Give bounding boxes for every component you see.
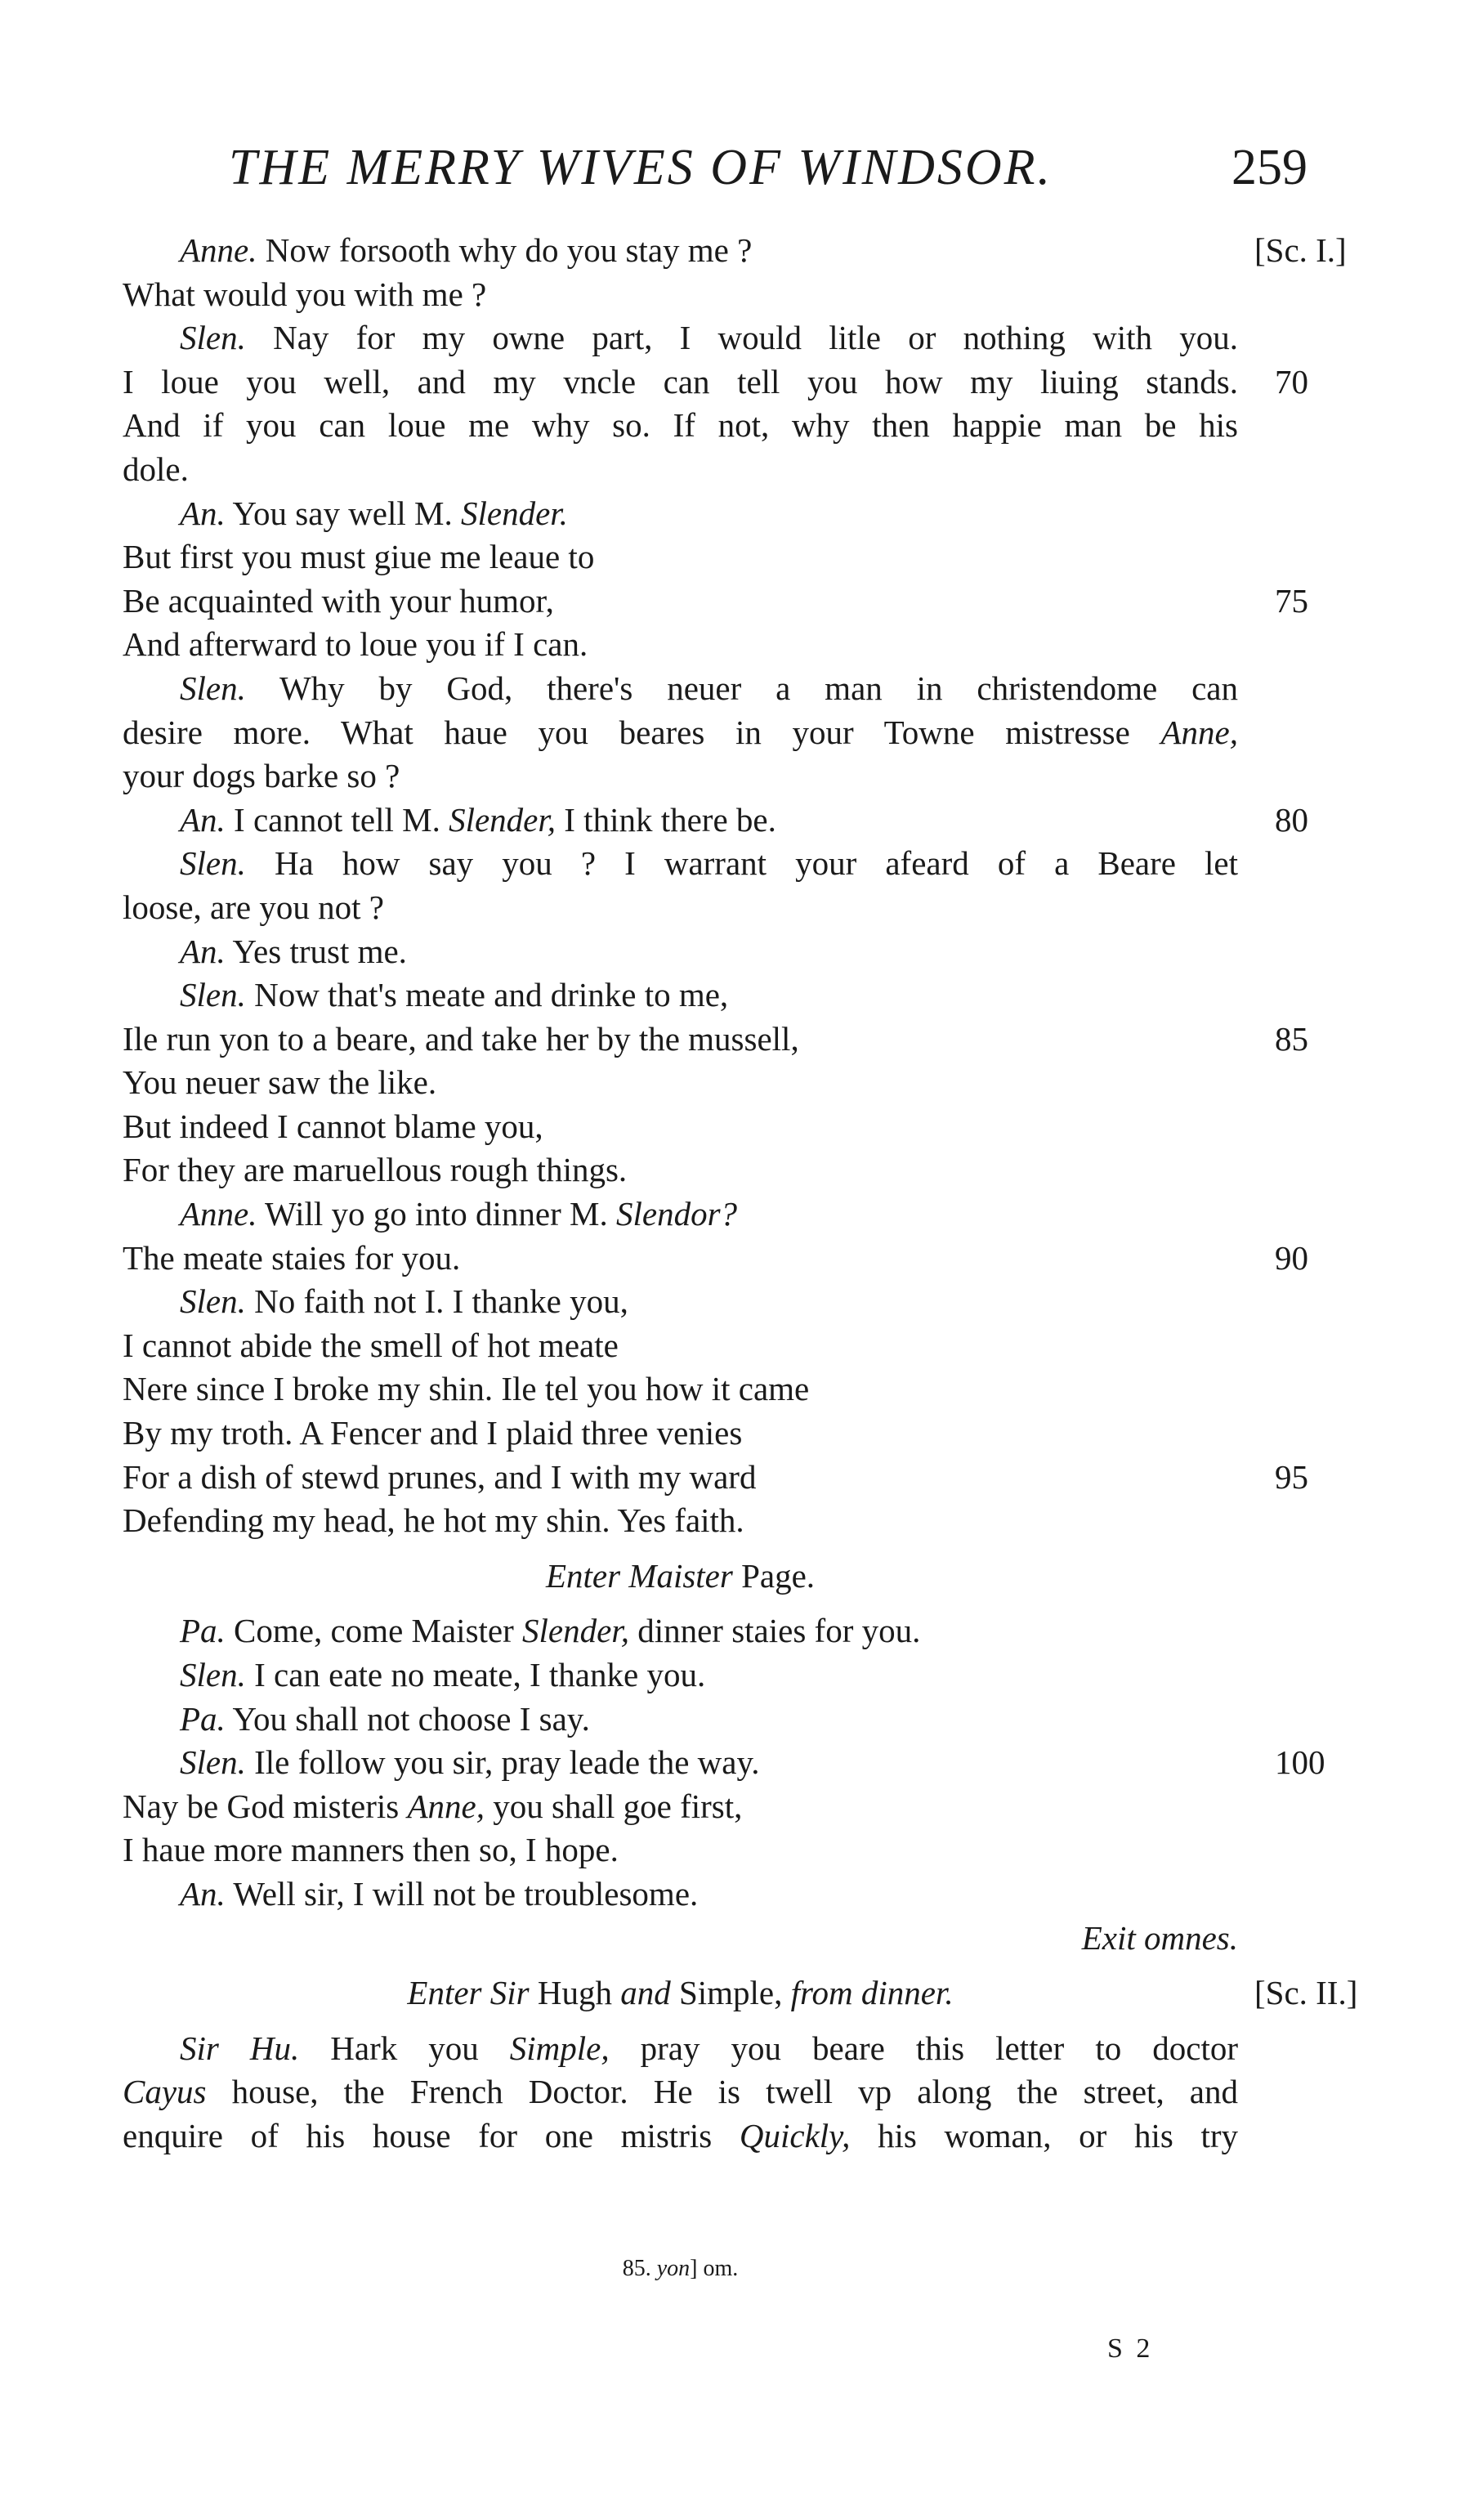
line-number: 80 bbox=[1275, 800, 1308, 839]
text-line bbox=[123, 1872, 1397, 1917]
spacer bbox=[123, 1543, 1397, 1555]
line-content bbox=[180, 973, 1238, 1018]
italic-name: Slender, bbox=[522, 1612, 629, 1650]
text-line bbox=[123, 1653, 1397, 1698]
speaker-name: An. bbox=[180, 1874, 226, 1913]
stage-direction-exit: Exit omnes. bbox=[1081, 1918, 1238, 1957]
line-content bbox=[123, 535, 1238, 579]
dialogue-text: You shall not choose I say. bbox=[232, 1699, 590, 1738]
stage-direction-part: Enter Sir bbox=[407, 1974, 530, 2012]
dialogue-text: I loue you well, and my vncle can tell you how my liuing stands. bbox=[123, 362, 1238, 400]
line-number: 75 bbox=[1275, 581, 1308, 620]
speaker-name: Anne. bbox=[180, 231, 257, 269]
text-line bbox=[123, 623, 1397, 667]
line-content bbox=[180, 2027, 1238, 2071]
line-content bbox=[123, 1917, 1238, 1961]
line-content bbox=[180, 667, 1238, 711]
dialogue-text: Defending my head, he hot my shin. Yes faith. bbox=[123, 1501, 744, 1540]
line-content bbox=[180, 842, 1238, 886]
line-content bbox=[180, 1698, 1238, 1742]
line-number: 70 bbox=[1275, 362, 1308, 400]
footnote-word: yon bbox=[656, 2256, 691, 2281]
dialogue-text: Yes trust me. bbox=[232, 932, 407, 970]
line-content bbox=[123, 2114, 1238, 2159]
line-content bbox=[180, 1872, 1238, 1917]
line-number: 90 bbox=[1275, 1238, 1308, 1277]
line-number: 100 bbox=[1275, 1743, 1325, 1782]
dialogue-text: his woman, or his try bbox=[878, 2116, 1239, 2154]
text-line bbox=[123, 1061, 1397, 1105]
italic-name: Anne, bbox=[407, 1787, 485, 1825]
dialogue-text: Ile run yon to a beare, and take her by the mussell, bbox=[123, 1019, 799, 1058]
italic-name: Slendor? bbox=[615, 1195, 738, 1233]
line-content bbox=[180, 229, 1238, 273]
footnote-rest: ] om. bbox=[690, 2256, 739, 2281]
spacer bbox=[123, 1960, 1397, 1971]
dialogue-text: pray you beare this letter to doctor bbox=[640, 2029, 1238, 2067]
text-line bbox=[123, 492, 1397, 536]
line-content bbox=[180, 1609, 1238, 1653]
line-content bbox=[123, 754, 1238, 799]
stage-direction-name: Page. bbox=[741, 1556, 816, 1595]
line-content bbox=[123, 711, 1238, 755]
text-line bbox=[123, 2027, 1397, 2071]
italic-name: Quickly, bbox=[739, 2116, 851, 2154]
stage-direction-part: Hugh bbox=[537, 1974, 612, 2012]
line-content bbox=[123, 1324, 1238, 1368]
text-line bbox=[123, 1412, 1397, 1456]
line-content bbox=[123, 1828, 1238, 1872]
italic-name: Anne, bbox=[1160, 713, 1239, 751]
speaker-name: Pa. bbox=[180, 1699, 226, 1738]
text-line bbox=[123, 1555, 1397, 1599]
dialogue-text: desire more. What haue you beares in your Towne mistresse bbox=[123, 713, 1130, 751]
speaker-name: Pa. bbox=[180, 1612, 226, 1650]
signature-mark: S 2 bbox=[1107, 2333, 1154, 2364]
line-content bbox=[123, 1061, 1238, 1105]
speaker-name: Slen. bbox=[180, 1282, 246, 1321]
dialogue-text: Nere since I broke my shin. Ile tel you how it came bbox=[123, 1370, 810, 1408]
speaker-name: Slen. bbox=[180, 976, 246, 1014]
dialogue-text: dole. bbox=[123, 450, 189, 488]
running-header bbox=[123, 139, 1397, 213]
line-content bbox=[123, 1237, 1238, 1281]
text-line bbox=[123, 229, 1397, 273]
text-line bbox=[123, 2070, 1397, 2114]
dialogue-text: By my troth. A Fencer and I plaid three venies bbox=[123, 1414, 743, 1452]
scene-marker: [Sc. II.] bbox=[1254, 1974, 1358, 2012]
line-content bbox=[180, 1280, 1238, 1324]
dialogue-text: Why by God, there's neuer a man in christendome can bbox=[279, 669, 1238, 707]
speaker-name: Slen. bbox=[180, 1743, 246, 1782]
text-line bbox=[123, 1237, 1397, 1281]
text-line bbox=[123, 1456, 1397, 1500]
page-number: 259 bbox=[1231, 140, 1307, 195]
text-line bbox=[123, 1280, 1397, 1324]
line-content bbox=[123, 360, 1238, 405]
dialogue-text: No faith not I. I thanke you, bbox=[254, 1282, 628, 1321]
text-line bbox=[123, 448, 1397, 492]
speaker-name: Slen. bbox=[180, 319, 246, 357]
text-line bbox=[123, 667, 1397, 711]
dialogue-text: But first you must giue me leaue to bbox=[123, 538, 595, 576]
text-line bbox=[123, 1741, 1397, 1785]
dialogue-text: I think there be. bbox=[564, 800, 776, 839]
line-content bbox=[180, 1192, 1238, 1237]
spacer bbox=[123, 2016, 1397, 2027]
dialogue-text: Ile follow you sir, pray leade the way. bbox=[254, 1743, 760, 1782]
text-line bbox=[123, 1192, 1397, 1237]
italic-name: Simple, bbox=[509, 2029, 610, 2067]
stage-direction-part: Simple, bbox=[678, 1974, 783, 2012]
italic-name: Slender. bbox=[460, 494, 568, 532]
text-line bbox=[123, 1971, 1397, 2016]
line-content bbox=[123, 1105, 1238, 1149]
text-line bbox=[123, 1367, 1397, 1412]
text-line bbox=[123, 1785, 1397, 1829]
text-line bbox=[123, 1018, 1397, 1062]
dialogue-text: dinner staies for you. bbox=[637, 1612, 921, 1650]
text-line bbox=[123, 1148, 1397, 1192]
line-content bbox=[123, 1499, 1238, 1543]
line-content bbox=[180, 1653, 1238, 1698]
line-content bbox=[180, 316, 1238, 360]
text-line bbox=[123, 1609, 1397, 1653]
line-content bbox=[123, 886, 1238, 930]
text-line bbox=[123, 886, 1397, 930]
text-line bbox=[123, 930, 1397, 974]
running-title: THE MERRY WIVES OF WINDSOR. bbox=[229, 140, 1053, 195]
dialogue-text: Ha how say you ? I warrant your afeard of a Beare let bbox=[274, 844, 1239, 883]
line-content bbox=[123, 579, 1238, 624]
text-line bbox=[123, 1698, 1397, 1742]
text-line bbox=[123, 1324, 1397, 1368]
dialogue-text: But indeed I cannot blame you, bbox=[123, 1107, 543, 1145]
stage-direction-italic: Enter Maister bbox=[545, 1556, 733, 1595]
line-content bbox=[123, 623, 1238, 667]
dialogue-text: You neuer saw the like. bbox=[123, 1063, 437, 1102]
dialogue-text: For a dish of stewd prunes, and I with my ward bbox=[123, 1457, 757, 1496]
text-line bbox=[123, 579, 1397, 624]
line-content bbox=[180, 1741, 1238, 1785]
text-line bbox=[123, 754, 1397, 799]
scene-marker: [Sc. I.] bbox=[1254, 231, 1347, 269]
text-line bbox=[123, 2114, 1397, 2159]
speaker-name: Slen. bbox=[180, 669, 246, 707]
text-line bbox=[123, 535, 1397, 579]
dialogue-text: Be acquainted with your humor, bbox=[123, 581, 554, 620]
line-content bbox=[180, 930, 1238, 974]
dialogue-text: I haue more manners then so, I hope. bbox=[123, 1831, 619, 1869]
dialogue-text: The meate staies for you. bbox=[123, 1238, 461, 1277]
dialogue-text: your dogs barke so ? bbox=[123, 757, 400, 795]
dialogue-text: Nay for my owne part, I would litle or nothing with you. bbox=[273, 319, 1239, 357]
line-content bbox=[123, 1018, 1238, 1062]
dialogue-text: Will yo go into dinner M. bbox=[265, 1195, 608, 1233]
dialogue-text: Nay be God misteris bbox=[123, 1787, 400, 1825]
line-content bbox=[123, 1785, 1238, 1829]
dialogue-text: enquire of his house for one mistris bbox=[123, 2116, 713, 2154]
italic-name: Cayus bbox=[123, 2073, 207, 2111]
dialogue-text: house, the French Doctor. He is twell vp along the street, and bbox=[231, 2073, 1238, 2111]
dialogue-text: Come, come Maister bbox=[234, 1612, 514, 1650]
dialogue-text: loose, are you not ? bbox=[123, 888, 384, 926]
line-content bbox=[123, 1555, 1238, 1599]
speaker-name: An. bbox=[180, 932, 226, 970]
dialogue-text: You say well M. bbox=[232, 494, 453, 532]
line-content bbox=[123, 273, 1238, 317]
line-content bbox=[123, 1367, 1238, 1412]
line-content bbox=[123, 1412, 1238, 1456]
dialogue-text: you shall goe first, bbox=[493, 1787, 743, 1825]
play-text bbox=[123, 229, 1397, 2159]
line-content bbox=[123, 404, 1238, 448]
dialogue-text: And if you can loue me why so. If not, why then happie man be his bbox=[123, 406, 1238, 445]
line-content bbox=[180, 492, 1238, 536]
line-content bbox=[123, 1148, 1238, 1192]
text-line bbox=[123, 842, 1397, 886]
line-content bbox=[123, 1971, 1238, 2016]
line-number: 95 bbox=[1275, 1457, 1308, 1496]
dialogue-text: Well sir, I will not be troublesome. bbox=[233, 1874, 699, 1913]
text-line bbox=[123, 1917, 1397, 1961]
dialogue-text: And afterward to loue you if I can. bbox=[123, 625, 588, 664]
line-content bbox=[123, 2070, 1238, 2114]
text-line bbox=[123, 1499, 1397, 1543]
footnote-number: 85. bbox=[622, 2256, 651, 2281]
footnote bbox=[123, 2256, 1238, 2282]
dialogue-text: For they are maruellous rough things. bbox=[123, 1151, 628, 1189]
stage-direction-part: and bbox=[620, 1974, 671, 2012]
line-content bbox=[180, 799, 1238, 843]
dialogue-text: Now forsooth why do you stay me ? bbox=[265, 231, 753, 269]
text-line bbox=[123, 360, 1397, 405]
stage-direction-part: from dinner. bbox=[790, 1974, 954, 2012]
line-content bbox=[123, 1456, 1238, 1500]
speaker-name: Anne. bbox=[180, 1195, 257, 1233]
spacer bbox=[123, 1598, 1397, 1609]
line-content bbox=[123, 448, 1238, 492]
text-line bbox=[123, 273, 1397, 317]
text-line bbox=[123, 799, 1397, 843]
dialogue-text: I can eate no meate, I thanke you. bbox=[254, 1656, 706, 1693]
dialogue-text: What would you with me ? bbox=[123, 275, 487, 313]
text-line bbox=[123, 711, 1397, 755]
line-number: 85 bbox=[1275, 1019, 1308, 1058]
dialogue-text: Hark you bbox=[330, 2029, 479, 2067]
text-line bbox=[123, 316, 1397, 360]
text-line bbox=[123, 1828, 1397, 1872]
dialogue-text: Now that's meate and drinke to me, bbox=[254, 976, 729, 1014]
speaker-name: An. bbox=[180, 494, 226, 532]
text-line bbox=[123, 404, 1397, 448]
dialogue-text: I cannot tell M. bbox=[234, 800, 440, 839]
speaker-name: Sir Hu. bbox=[180, 2029, 300, 2067]
text-line bbox=[123, 1105, 1397, 1149]
speaker-name: Slen. bbox=[180, 1656, 246, 1693]
italic-name: Slender, bbox=[449, 800, 556, 839]
text-line bbox=[123, 973, 1397, 1018]
dialogue-text: I cannot abide the smell of hot meate bbox=[123, 1326, 619, 1364]
speaker-name: An. bbox=[180, 800, 226, 839]
speaker-name: Slen. bbox=[180, 844, 246, 883]
